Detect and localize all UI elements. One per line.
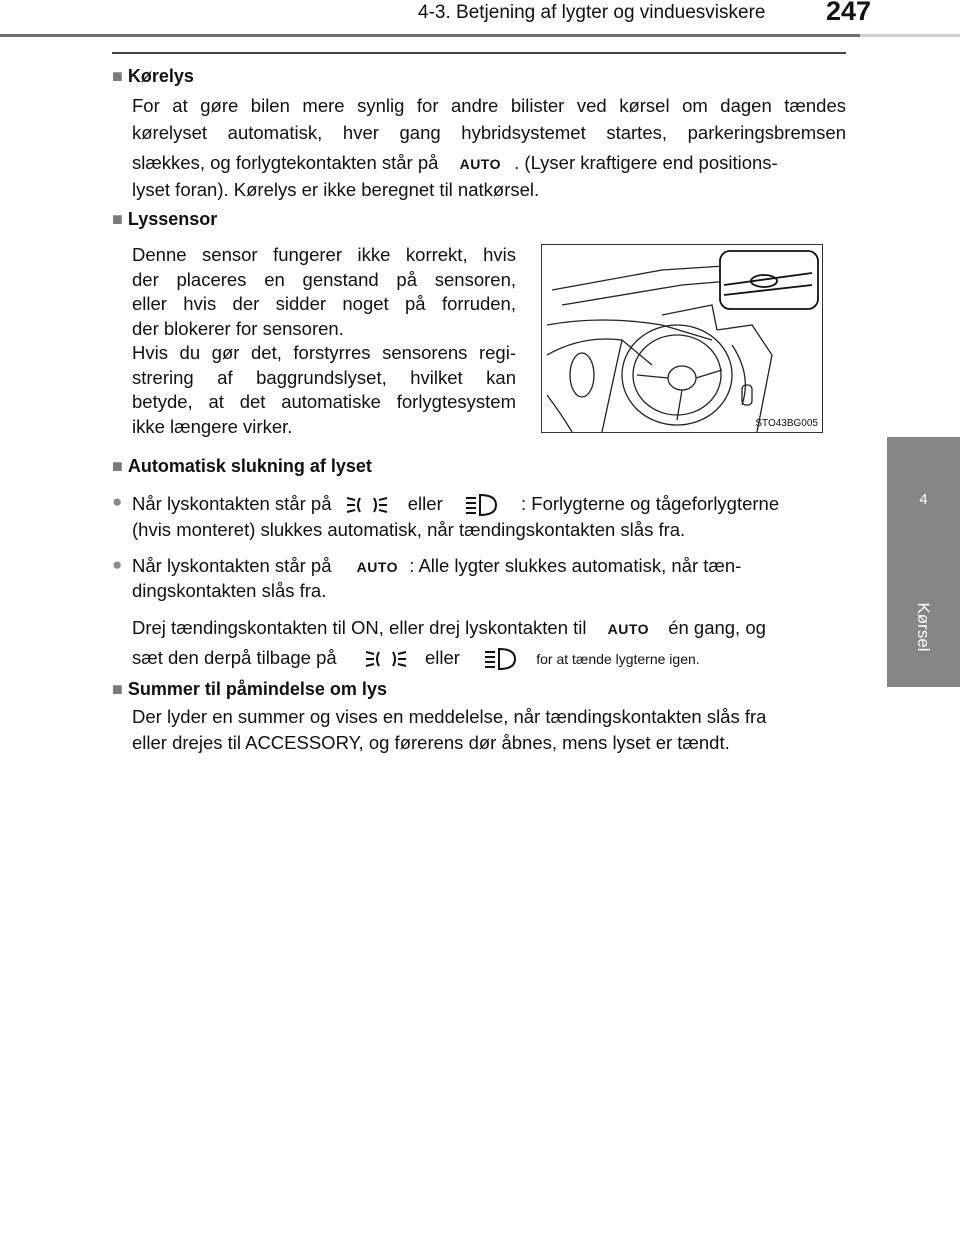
heading-lyssensor: ■ Lyssensor	[112, 209, 218, 229]
chapter-label: Kørsel	[914, 602, 933, 652]
headlights-icon	[464, 492, 500, 518]
korelys-line-3: slækkes, og forlygtekontakten står på AUTO . (Lyser kraftigere end positions-	[132, 152, 778, 173]
section-title: 4-3. Betjening af lygter og vinduesviskere	[418, 2, 766, 23]
chapter-number: 4	[919, 491, 928, 508]
dashboard-drawing	[542, 245, 822, 432]
auto-icon: AUTO	[356, 559, 399, 575]
illustration-code: STO43BG005	[755, 418, 818, 429]
heading-korelys: ■ Kørelys	[112, 66, 194, 86]
slukning-b2-line2: dingskontakten slås fra.	[132, 580, 327, 601]
slukning-b2-line1: Når lyskontakten står på AUTO : Alle lygter slukkes automatisk, når tæn-	[132, 555, 742, 576]
sidelights-icon	[364, 646, 408, 672]
header-rule	[0, 34, 860, 37]
slukning-para-line2: sæt den derpå tilbage på eller for at tænde lygterne igen.	[132, 646, 700, 672]
header-rule-stub	[860, 34, 960, 37]
sidelights-icon	[345, 492, 389, 518]
page-number: 247	[826, 0, 872, 26]
korelys-line-2: kørelyset automatisk, hver gang hybridsystemet startes, parkeringsbremsen	[132, 122, 846, 143]
bullet-2: ●	[112, 555, 123, 574]
heading-summer: ■ Summer til påmindelse om lys	[112, 679, 387, 699]
bullet-1: ●	[112, 492, 123, 511]
content-rule	[112, 52, 846, 54]
korelys-line-4: lyset foran). Kørelys er ikke beregnet til natkørsel.	[132, 179, 540, 200]
chapter-tab	[887, 437, 960, 687]
summer-line-2: eller drejes til ACCESSORY, og førerens dør åbnes, mens lyset er tændt.	[132, 732, 730, 753]
auto-icon: AUTO	[459, 156, 501, 172]
slukning-b1-line2: (hvis monteret) slukkes automatisk, når tændingskontakten slås fra.	[132, 519, 686, 540]
slukning-b1-line1: Når lyskontakten står på eller : Forlygterne og tågeforlygterne	[132, 492, 848, 518]
slukning-para-line1: Drej tændingskontakten til ON, eller drej lyskontakten til AUTO én gang, og	[132, 617, 766, 638]
summer-line-1: Der lyder en summer og vises en meddelelse, når tændingskontakten slås fra	[132, 706, 767, 727]
heading-slukning: ■ Automatisk slukning af lyset	[112, 456, 372, 476]
headlights-icon	[483, 646, 519, 672]
dashboard-illustration	[541, 244, 823, 433]
lyssensor-text: Denne sensor fungerer ikke korrekt, hvis der placeres en genstand på sensoren, eller hvis der sidder noget på forruden, der blokerer for sensoren. Hvis du gør det, forstyrres sensorens regi- strering af baggrundslyset, hvilket kan betyde, at det automatiske forlygtesystem ikke længere virker.	[132, 244, 516, 437]
auto-icon: AUTO	[607, 621, 650, 637]
korelys-line-1: For at gøre bilen mere synlig for andre bilister ved kørsel om dagen tændes	[132, 95, 846, 116]
